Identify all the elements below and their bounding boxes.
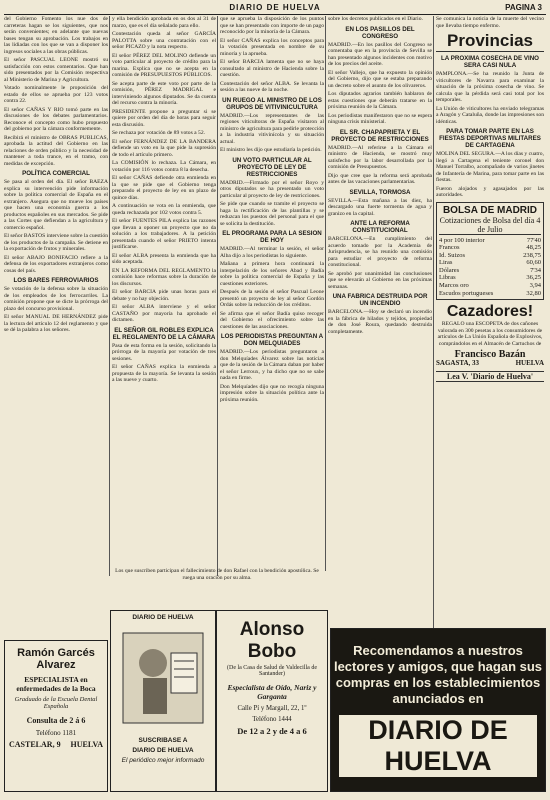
ad-school: Graduado de la Escuela Dental Española <box>14 696 98 710</box>
section-heading: LOS PERIODISTAS PREGUNTAN A DON MELQUIADES <box>220 333 324 347</box>
article-paragraph: MOLINA DEL SEGURA.—A los días y cuatro, llegó a Cartagena el teniente coronel don Manuel Torralbo, acompañado de varios jinetes de Infantería de Marina, para tomar parte en las fiestas. <box>436 151 544 183</box>
article-paragraph: La Unión de viticultores ha enviado telegramas a Aragón y Cataluña, donde las impresiones son idénticas. <box>436 105 544 125</box>
article-paragraph: Fueron alojados y agasajados por las autoridades. <box>436 185 544 198</box>
bolsa-row <box>439 252 541 260</box>
ad-diario-top: DIARIO DE HUELVA <box>132 614 194 621</box>
ad-diario-sub1: SUSCRIBASE A <box>138 737 188 744</box>
article-paragraph: El ministro les dijo que estudiaría la petición. <box>220 147 322 153</box>
article-paragraph: El señor FERNÁNDEZ DE LA BANDERA defiende un voto en la que pide la supresión de todo el artículo primero. <box>112 138 216 158</box>
bolsa-row <box>439 267 541 275</box>
bolsa-value: 48,25 <box>526 244 541 252</box>
bolsa-row <box>439 237 541 245</box>
bolsa-title: BOLSA DE MADRID <box>442 204 538 216</box>
bolsa-label: Id. Suizos <box>439 251 465 259</box>
ad-diario-sub3: El periódico mejor informado <box>121 757 205 764</box>
header-page-number: PAGINA 3 <box>505 3 542 12</box>
bolsa-subtitle: Cotizaciones de Bolsa del día 4 de Julio <box>439 215 541 234</box>
cazadores-name: Francisco Bazán <box>454 349 526 361</box>
article-paragraph: EN LA REFORMA DEL REGLAMENTO la comisión hace reformas sobre la duración de los discursos. <box>112 267 216 287</box>
section-heading: ANTE LA REFORMA CONSTITUCIONAL <box>350 220 410 234</box>
ad-city: HUELVA <box>70 740 103 749</box>
ad-specialty: Especialista de Oído, Nariz y Garganta <box>227 683 317 701</box>
bolsa-value: 60,60 <box>526 259 541 267</box>
article-paragraph: Después de la sesión el señor Pascual Leone presentó un proyecto de ley al señor Gordón Ordás sobre la reducción de los créditos. <box>220 289 324 308</box>
ad-recomendamos <box>330 628 546 792</box>
article-paragraph: El señor CAÑAS defiende otra enmienda en la que se pide que el Gobierno tenga preparado el proyecto de ley en un plazo de quince días. <box>112 175 216 201</box>
obituary-note: Los que suscriben participan el fallecimiento de don Rafael con la bendición apostólica. Se ruega una oración por su alma. <box>115 568 319 581</box>
article-paragraph: Se votación de la defensa sobre la situación de los empleados de los ferrocarriles. La comisión propone que se dicte la prórroga del plazo del concurso provisional. <box>4 286 108 312</box>
article-paragraph: El señor CAÑAS Y RIO tomó parte en las discusiones de los debates parlamentarios. Reconoce el concepto como hubo propuesto del gobierno por la cámara conformemente. <box>4 106 108 132</box>
article-paragraph: Contestación del señor ALBA. Se levanta la sesión a las nueve de la noche. <box>220 80 324 93</box>
article-paragraph: Votado nominalmente le proposición del estado de ellos se aprueba por 123 votos contra 22. <box>4 85 108 104</box>
ad-phone: Teléfono 1181 <box>35 729 77 737</box>
article-paragraph: El señor PASCUAL LEONE mostró su satisfacción con estos comentarios. Que han sido presentados por la Comisión respectiva al Ministerio de Marina y Agricultura. <box>4 57 108 83</box>
column-1 <box>4 16 108 576</box>
ad-address: Calle Pí y Margall, 22, 1º <box>237 705 307 712</box>
bolsa-row <box>439 259 541 267</box>
article-paragraph: Mañana a primera hora continuará la interpelación de los señores Abad y Badía sobre la política comercial de España y las cuestiones exteriores. <box>220 261 324 287</box>
section-heading: EL PROGRAMA PARA LA SESION DE HOY <box>222 230 322 244</box>
ad-diario-suscribase <box>110 610 216 792</box>
article-paragraph: Dijo que cree que la reforma será aprobada antes de las vacaciones parlamentarias. <box>328 172 432 185</box>
article-paragraph: MADRID.—Al terminar la sesión, el señor Alba dijo a los periodistas lo siguiente. <box>220 246 324 259</box>
bolsa-label: Escudos portugueses <box>439 289 494 297</box>
column-rule <box>217 16 218 576</box>
column-3 <box>220 16 324 571</box>
article-paragraph: Se pasa al orden del día. El señor BAEZA explica su intervención pide información sobre la política comercial de España en el extranjero. Asegura que no mueve los países que hacen una economía guerra a los productos españoles en sus mercados. Se pide a las Cortes que defiendan a la agricultura y comercio español. <box>4 179 108 231</box>
article-paragraph: El señor CAÑAS explica la enmienda a propuesta de la mayoría. Se levanta la sesión a las nueve y cuarto. <box>112 364 216 383</box>
ad-diario-sub2: DIARIO DE HUELVA <box>132 747 194 754</box>
article-paragraph: MADRID.—Al referirse a la Cámara el ministro de Hacienda, se mostró muy satisfecho por la labor desarrollada por la comisión de Presupuestos. <box>328 144 432 170</box>
article-paragraph: MADRID.—Firmado por el señor Royo y otros diputados se ha presentado un voto particular al proyecto de ley de restricciones. <box>220 179 324 199</box>
bolsa-value: 3,94 <box>529 282 541 290</box>
article-paragraph: El señor CAÑAS explica los conceptos para la votación presentada en nombre de su minoría y la aprueba. <box>220 37 324 57</box>
bolsa-label: 4 por 100 interior <box>439 236 485 244</box>
section-heading: UNA FABRICA DESTRUIDA POR UN INCENDIO <box>332 293 428 307</box>
bolsa-madrid-box <box>436 202 544 301</box>
bolsa-value: 7'34 <box>530 266 541 274</box>
ad-specialty: ESPECIALISTA en enfermedades de la Boca <box>16 675 96 693</box>
section-heading: UN VOTO PARTICULAR AL PROYECTO DE LEY DE RESTRICCIONES <box>232 156 312 178</box>
bolsa-row <box>439 290 541 298</box>
column-4 <box>328 16 432 571</box>
section-heading: LA PROXIMA COSECHA DE VINO SERA CASI NULA <box>441 55 539 69</box>
bolsa-label: Dólares <box>439 266 460 274</box>
article-paragraph: Los periodistas manifestaron que no se espera ninguna crisis ministerial. <box>328 112 432 125</box>
bolsa-label: Libras <box>439 274 456 282</box>
article-paragraph: El señor PÉREZ DEL MOLINO defiende un voto particular al proyecto de crédito para la marina. Explica que no se acepta en la comisión de PRESUPUESTOS PÚBLICOS. <box>112 52 216 78</box>
cazadores-city: HUELVA <box>515 359 544 368</box>
article-paragraph: Contestación queda al señor GARCÍA PALOTTA sobre una contratación con el señor PICAZO y la nota respecto. <box>112 31 216 50</box>
article-paragraph: El señor ALBA interviene y el señor CASTAÑO por mayoría ha aprobado el dictamen. <box>112 304 216 323</box>
bolsa-label: Francos <box>439 244 460 252</box>
article-paragraph: MADRID.—Los representantes de las regiones viticultoras de España visitaron al ministro de agricultura para pedirle protección a la industria vitivinícola y su situación actual. <box>220 112 324 145</box>
article-paragraph: A continuación se vota en la enmienda, que queda rechazada por 102 votos contra 5. <box>112 203 216 216</box>
article-paragraph: Se pide que cuando se tramite el proyecto se haga la rectificación de las plantillas y se reduzcan los puestos del personal para el que se solicita la destitución. <box>220 201 324 227</box>
article-paragraph: del Gobierno Fomento los nue dos de carreteras hagan se los siguientes, que nos serán convenientes; en adelante que nuevas bases tengan su aprobación. Los trabajos en las lidiadas con los que se van a disponer los ingresos sociales a las obras públicas. <box>4 16 108 55</box>
column-rule <box>109 16 110 576</box>
ad-ramon-garces <box>4 640 108 792</box>
bolsa-label: Liras <box>439 259 453 267</box>
header-title: DIARIO DE HUELVA <box>229 3 321 12</box>
article-paragraph: Se acepta parte de este voto por parte de la comisión, PÉREZ MADRIGAL e interviniendo algunos diputados. Se da cuenta del recurso contra la minoría. <box>112 80 216 106</box>
lea-diario-banner: Lea V. 'Diario de Huelva' <box>436 371 544 382</box>
article-paragraph: El señor FUENTES PILA explica las razones que llevan a oponer un proyecto que no da solución a los trabajadores. A la petición presentada cuando el señor PRIETO intenta justificarse. <box>112 218 216 250</box>
ad-illustration-icon <box>113 623 213 733</box>
article-paragraph: Recibirá el ministro de OBRAS PUBLICAS, aprobada la actitud del Gobierno en las relaciones de orden público y la necesidad de mantener a toda trance, en el tramo, con medidas de excepción. <box>4 134 108 167</box>
article-paragraph: Los diputados agrarios también hablaron de estas cuestiones que deberán tratarse en la próxima reunión de la Cámara. <box>328 91 432 110</box>
bolsa-row <box>439 274 541 282</box>
article-paragraph: Pasa de esta forma en la sesión, solicitando la prórroga de la mayoría por votación de tres sesiones. <box>112 342 216 362</box>
ad-name: Alonso Bobo <box>239 619 305 662</box>
section-heading: EN LOS PASILLOS DEL CONGRESO <box>345 25 415 40</box>
article-paragraph: El señor MANUAL DE HERNÁNDEZ pide la lectura del artículo 12 del reglamento y que se dé la palabra a los señores. <box>4 314 108 333</box>
ad-alonso-bobo <box>216 610 328 792</box>
cazadores-address-row <box>436 360 544 368</box>
column-rule <box>325 16 326 571</box>
article-paragraph: BARCELONA.—Hoy se declaró un incendio en la fábrica de hilados y tejidos, propiedad de don José Roura, quedando destruida completamente. <box>328 309 432 335</box>
column-5 <box>436 16 544 646</box>
article-paragraph: PAMPLONA.—Se ha reunido la Junta de viticultores de Navarra para examinar la situación de la próxima cosecha de vino. Se calcula que la pérdida será casi total por los temporales. <box>436 71 544 103</box>
article-paragraph: SEVILLA.—Esta mañana a las diez, ha descargado una fuerte tormenta de agua y granizo en la capital. <box>328 197 432 217</box>
section-heading: UN RUEGO AL MINISTRO DE LOS GRUPOS DE VITIVINICULTURA <box>222 96 322 111</box>
cazadores-title: Cazadores! <box>446 303 534 321</box>
section-heading: LOS BARES FERROVIARIOS <box>13 277 99 284</box>
ad-address-row <box>5 737 107 749</box>
bolsa-row <box>439 282 541 290</box>
section-heading: SEVILLA, TORMOSA <box>349 188 411 196</box>
article-paragraph: El señor Vallejo, que ha expuesto la opinión del Gobierno, dijo que se estaba preparando un decreto sobre el asunto de los olivareros. <box>328 69 432 89</box>
bolsa-value: 32,80 <box>526 289 541 297</box>
section-heading: PARA TOMAR PARTE EN LAS FIESTAS DEPORTIVAS MILITARES DE CARTAGENA <box>439 128 541 149</box>
article-paragraph: El señor ALBA presenta la enmienda que ha sido aceptada. <box>112 252 216 265</box>
article-paragraph: y ella bendición aprobada en os dos al 31 de marzo, que es el dia señalado para ello. <box>112 16 216 29</box>
cazadores-text: REGALO una ESCOPETA de dos cañones valorada en 300 pesetas a los consumidores de artículos de La Unión Española de Explosivos, comprándolos en el Almacén de Cartuchos de <box>437 321 543 347</box>
ad-sub: (De la Casa de Salud de Valdecilla de Santander) <box>226 665 318 677</box>
ad-phone: Teléfono 1444 <box>252 716 292 723</box>
bolsa-row <box>439 244 541 252</box>
article-paragraph: Se rechaza por votación de 89 votos a 52. <box>112 130 206 136</box>
article-paragraph: El señor BASTOS interviene sobre la cuestión de los productos de la campaña. Se detiene en la exportación de frutos y minerales. <box>4 233 108 252</box>
bolsa-value: 36,25 <box>526 274 541 282</box>
article-paragraph: El señor BARCIA pide unas horas para el debate y no hay objeción. <box>112 289 216 302</box>
article-paragraph: PRESIDENTE propone a preguntar si se quiere por orden del día de horas para seguir esta discusión. <box>112 108 216 128</box>
section-heading: POLÍTICA COMERCIAL <box>22 170 90 177</box>
ad-recomendamos-name: DIARIO DE HUELVA <box>339 715 537 777</box>
column-rule <box>433 16 434 628</box>
section-heading: EL SR. CHAPAPRIETA Y EL PROYECTO DE RESTRICCIONES <box>331 128 429 143</box>
section-title-provincias: Provincias <box>436 31 544 52</box>
page-header <box>4 2 546 15</box>
article-paragraph: sobre los decretos publicados en el Diario. <box>328 16 423 22</box>
article-paragraph: que se aprueba la disposición de los puntos que se han presentado con importe de un pago reconocido por la minoría de la Cámara. <box>220 16 324 35</box>
bolsa-value: 77'40 <box>526 236 541 244</box>
article-paragraph: La COMISIÓN lo rechaza. La Cámara, en votación por 116 votos contra 8 la desecha. <box>112 160 216 173</box>
article-paragraph: El señor BARCIA lamenta que no se haya consultado al ministro de Hacienda sobre la cuestión. <box>220 59 324 78</box>
ad-hours: De 12 a 2 y de 4 a 6 <box>237 726 307 736</box>
bolsa-value: 238,75 <box>523 251 541 259</box>
bolsa-label: Marcos oro <box>439 282 469 290</box>
ad-address: CASTELAR, 9 <box>9 740 61 749</box>
ad-recomendamos-text: Recomendamos a nuestros lectores y amigos, que hagan sus compras en los establecimientos anunciados en <box>333 643 543 706</box>
article-paragraph: MADRID.—En los pasillos del Congreso se comentaba que en la provincia de Sevilla se han presentado algunos incidentes con motivo de los precios del aceite. <box>328 41 432 67</box>
column-2 <box>112 16 216 576</box>
cazadores-address: SAGASTA, 33 <box>436 359 480 368</box>
section-heading: EL SEÑOR GIL ROBLES EXPLICA EL REGLAMENTO DE LA CÁMARA <box>112 326 216 341</box>
ad-name: Ramón Garcés Alvarez <box>17 647 95 671</box>
article-paragraph: Don Melquíades dijo que no recogía ninguna impresión sobre la situación política ante la próxima reunión. <box>220 383 324 403</box>
article-paragraph: BARCELONA.—En cumplimiento del acuerdo tomado por la Academia de Jurisprudencia, se ha reunido una comisión para estudiar el proyecto de reforma constitucional. <box>328 236 432 268</box>
article-paragraph: Se comunica la noticia de la muerte del vecino que llevaba tiempo enfermo. <box>436 16 544 29</box>
article-paragraph: MADRID.—Los periodistas preguntaron a don Melquíades Álvarez sobre las noticias que de la sesión de la Cámara daban por haber el señor Lerroux, y ha dicho que no se sabe nada en firme. <box>220 349 324 381</box>
article-paragraph: Se aprobó por unanimidad las conclusiones que se elevarán al Gobierno en las próximas semanas. <box>328 270 432 290</box>
article-paragraph: Se afirma que el señor Badía quiso recoger del Gobierno el ofrecimiento sobre las cuestiones de las asociaciones. <box>220 310 324 330</box>
ad-consult-hours: Consulta de 2 á 6 <box>26 716 86 725</box>
article-paragraph: El señor ABAJO BONIFACIO refiere a la defensa de los exportadores extranjeros como cosas del país. <box>4 254 108 274</box>
